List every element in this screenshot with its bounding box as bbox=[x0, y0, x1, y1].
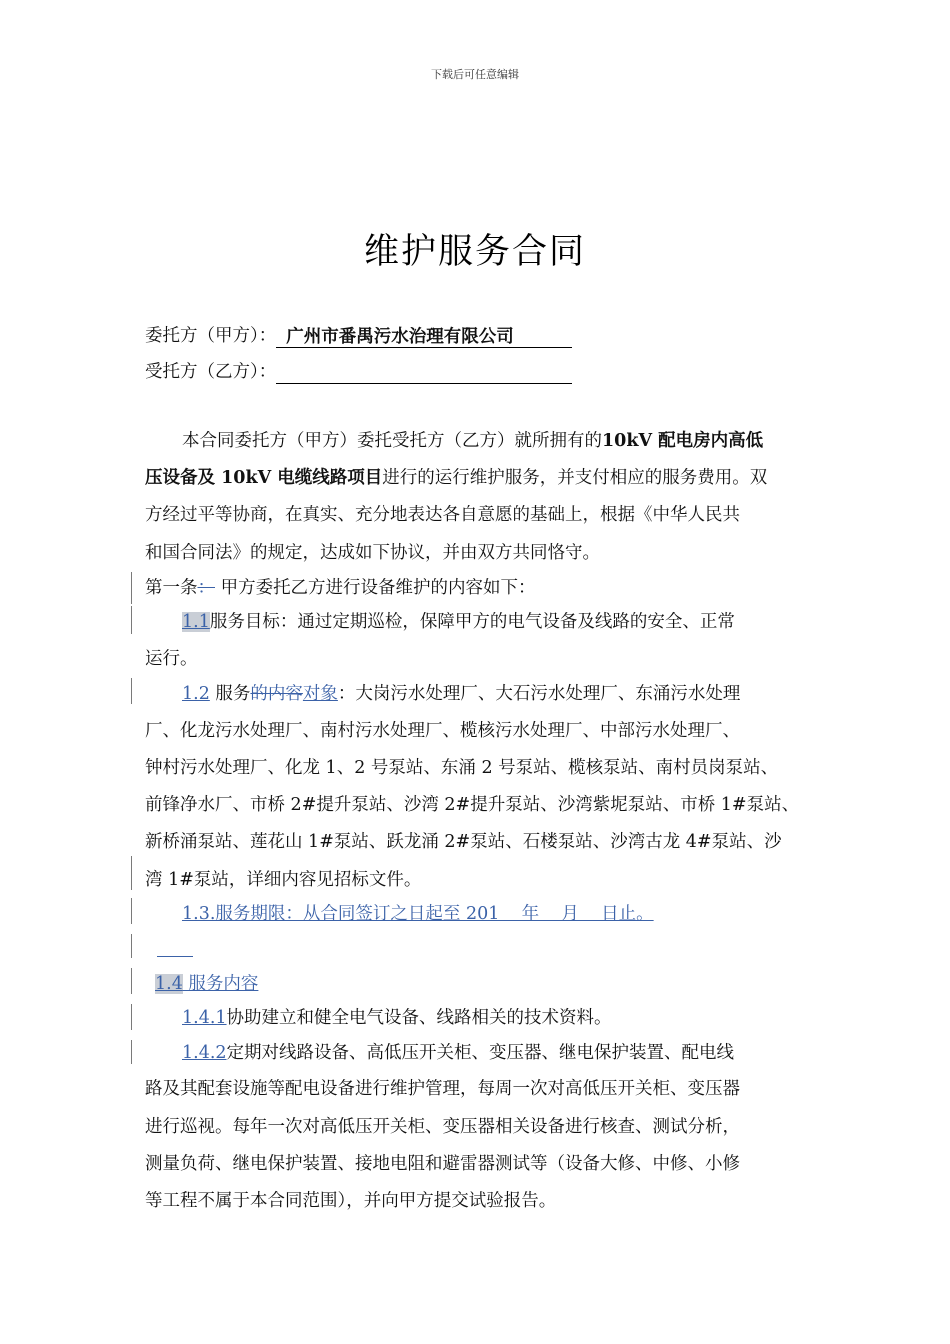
intro-text: 本合同委托方（甲方）委托受托方（乙方）就所拥有的 bbox=[182, 431, 602, 451]
party-a-value: 广州市番禺污水治理有限公司 bbox=[286, 327, 514, 347]
section-text: 服务 bbox=[209, 684, 251, 704]
party-a-field[interactable] bbox=[276, 325, 572, 348]
section-1-4-2-line-1 bbox=[182, 1041, 734, 1065]
party-b-label: 受托方（乙方）： bbox=[145, 362, 277, 382]
section-number: 1.1 bbox=[182, 612, 210, 632]
intro-line-4: 和国合同法》的规定，达成如下协议，并由双方共同恪守。 bbox=[145, 543, 600, 563]
section-1-1-line-1 bbox=[182, 610, 735, 634]
section-1-4 bbox=[155, 972, 258, 996]
section-1-2-line-6: 湾 1#泵站，详细内容见招标文件。 bbox=[145, 870, 422, 890]
revision-bar bbox=[131, 898, 132, 924]
section-1-4-2-line-4: 测量负荷、继电保护装置、接地电阻和避雷器测试等（设备大修、中修、小修 bbox=[145, 1154, 740, 1174]
party-a-line bbox=[145, 324, 572, 348]
revision-bar bbox=[131, 934, 132, 958]
revision-bar bbox=[131, 572, 132, 604]
section-1-4-1 bbox=[182, 1006, 612, 1030]
revision-bar bbox=[131, 1004, 132, 1030]
section-text: ：大岗污水处理厂、大石污水处理厂、东涌污水处理 bbox=[337, 684, 741, 704]
section-1-4-2-line-3: 进行巡视。每年一次对高低压开关柜、变压器相关设备进行核查、测试分析， bbox=[145, 1117, 740, 1137]
intro-line-3: 方经过平等协商，在真实、充分地表达各自意愿的基础上，根据《中华人民共 bbox=[145, 505, 740, 525]
deleted-text: 的内容 bbox=[250, 684, 303, 704]
article-1-heading bbox=[145, 576, 536, 600]
intro-line-1 bbox=[182, 429, 763, 453]
revision-bar bbox=[131, 856, 132, 890]
party-a-label: 委托方（甲方）： bbox=[145, 326, 277, 346]
section-1-4-2-line-2: 路及其配套设施等配电设备进行维护管理，每周一次对高低压开关柜、变压器 bbox=[145, 1079, 740, 1099]
deleted-text: ： bbox=[197, 578, 215, 598]
inserted-blank-line bbox=[157, 956, 193, 957]
section-heading: 服务内容 bbox=[182, 974, 259, 994]
section-1-2-line-3: 钟村污水处理厂、化龙 1、2 号泵站、东涌 2 号泵站、榄核泵站、南村员岗泵站、 bbox=[145, 758, 779, 778]
section-1-1-line-2: 运行。 bbox=[145, 649, 198, 669]
header-note: 下载后可任意编辑 bbox=[431, 68, 519, 81]
section-text: 协助建立和健全电气设备、线路相关的技术资料。 bbox=[226, 1008, 612, 1028]
section-number: 1.4.2 bbox=[182, 1043, 227, 1063]
revision-bar bbox=[131, 606, 132, 634]
intro-line-2 bbox=[145, 466, 767, 490]
section-1-2-line-5: 新桥涌泵站、莲花山 1#泵站、跃龙涌 2#泵站、石楼泵站、沙湾古龙 4#泵站、沙 bbox=[145, 832, 782, 852]
section-1-4-2-line-5: 等工程不属于本合同范围），并向甲方提交试验报告。 bbox=[145, 1191, 557, 1211]
intro-text: 进行的运行维护服务，并支付相应的服务费用。双 bbox=[382, 468, 768, 488]
revision-bar bbox=[131, 678, 132, 704]
section-number: 1.4.1 bbox=[182, 1008, 227, 1028]
intro-project-name-cont: 压设备及 10kV 电缆线路项目 bbox=[145, 468, 383, 488]
article-1-prefix: 第一条 bbox=[145, 578, 198, 598]
section-number: 1.2 bbox=[182, 684, 210, 704]
party-b-line bbox=[145, 360, 572, 384]
revision-bar bbox=[131, 968, 132, 994]
section-1-2-line-4: 前锋净水厂、市桥 2#提升泵站、沙湾 2#提升泵站、沙湾紫坭泵站、市桥 1#泵站、 bbox=[145, 795, 800, 815]
section-1-3: 1.3.服务期限：从合同签订之日起至 201 年 月 日止。 bbox=[182, 904, 654, 924]
page-title: 维护服务合同 bbox=[363, 232, 586, 272]
revision-bar bbox=[131, 1040, 132, 1064]
inserted-text: 对象 bbox=[302, 684, 338, 704]
intro-project-name: 10kV 配电房内高低 bbox=[602, 431, 764, 451]
section-text: 定期对线路设备、高低压开关柜、变压器、继电保护装置、配电线 bbox=[226, 1043, 735, 1063]
article-1-text: 甲方委托乙方进行设备维护的内容如下： bbox=[215, 578, 536, 598]
section-1-2-line-1 bbox=[182, 682, 740, 706]
section-1-2-line-2: 厂、化龙污水处理厂、南村污水处理厂、榄核污水处理厂、中部污水处理厂、 bbox=[145, 721, 740, 741]
section-text: 服务目标：通过定期巡检，保障甲方的电气设备及线路的安全、正常 bbox=[209, 612, 735, 632]
section-number: 1.4 bbox=[155, 974, 183, 994]
party-b-field[interactable] bbox=[276, 361, 572, 384]
